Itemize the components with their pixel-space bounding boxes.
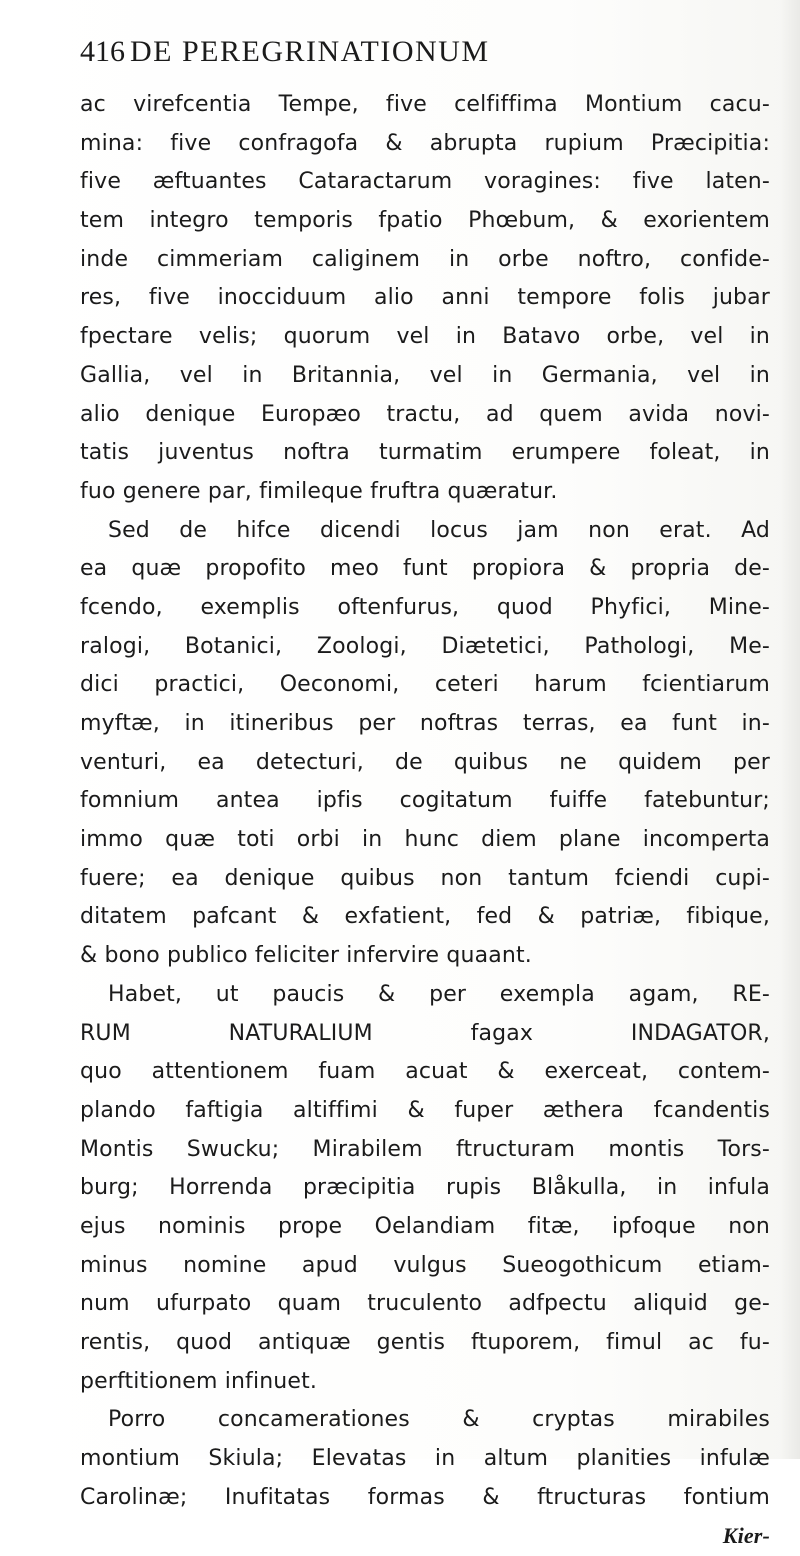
text-line: num ufurpato quam truculento adfpectu aliquid ge-: [80, 1291, 770, 1317]
text-line: immo quæ toti orbi in hunc diem plane incomperta: [80, 827, 770, 853]
text-line: Montis Swucku; Mirabilem ftructuram montis Tors-: [80, 1136, 770, 1162]
text-line: dici practici, Oeconomi, ceteri harum fcientiarum: [80, 672, 770, 698]
text-line: RUM NATURALIUM fagax INDAGATOR,: [80, 1020, 770, 1046]
text-line: perftitionem infinuet.: [80, 1368, 317, 1394]
text-line: fcendo, exemplis oftenfurus, quod Phyfici, Mine-: [80, 594, 770, 620]
text-line: tem integro temporis fpatio Phœbum, & exorientem: [80, 208, 770, 234]
text-line: montium Skiula; Elevatas in altum planities infulæ: [80, 1446, 770, 1472]
text-line: ditatem pafcant & exfatient, fed & patriæ, fibique,: [80, 904, 770, 930]
text-line: Gallia, vel in Britannia, vel in Germania, vel in: [80, 362, 770, 388]
text-line: & bono publico feliciter infervire quaant.: [80, 943, 532, 969]
text-line: res, five inocciduum alio anni tempore folis jubar: [80, 285, 770, 311]
text-line: Porro concamerationes & cryptas mirabiles: [108, 1407, 770, 1433]
text-line: alio denique Europæo tractu, ad quem avida novi-: [80, 401, 770, 427]
text-line: fuo genere par, fimileque fruftra quæratur.: [80, 478, 558, 504]
catchword: Kier-: [722, 1523, 770, 1549]
text-line: venturi, ea detecturi, de quibus ne quidem per: [80, 749, 770, 775]
text-line: five æftuantes Cataractarum voragines: five laten-: [80, 169, 770, 195]
body-text: [80, 86, 770, 1556]
text-line: rentis, quod antiquæ gentis ftuporem, fimul ac fu-: [80, 1330, 770, 1355]
text-line: Carolinæ; Inufitatas formas & ftructuras fontium: [80, 1484, 770, 1510]
running-head: [80, 30, 760, 74]
text-line: inde cimmeriam caliginem in orbe noftro, confide-: [80, 246, 770, 272]
text-line: ejus nominis prope Oelandiam fitæ, ipfoque non: [80, 1213, 770, 1239]
text-line: minus nomine apud vulgus Sueogothicum etiam-: [80, 1252, 770, 1278]
text-line: fpectare velis; quorum vel in Batavo orbe, vel in: [80, 324, 770, 350]
text-line: tatis juventus noftra turmatim erumpere foleat, in: [80, 440, 770, 466]
text-line: ralogi, Botanici, Zoologi, Diætetici, Pathologi, Me-: [80, 633, 770, 659]
text-line: plando faftigia altiffimi & fuper æthera fcandentis: [80, 1097, 770, 1123]
page-number: 416: [80, 35, 125, 68]
running-title: DE PEREGRINATIONUM: [130, 35, 490, 68]
text-line: ea quæ propofito meo funt propiora & propria de-: [80, 556, 770, 582]
text-line: fuere; ea denique quibus non tantum fciendi cupi-: [80, 865, 770, 891]
text-line: burg; Horrenda præcipitia rupis Blåkulla, in infula: [80, 1175, 770, 1201]
text-line: ac virefcentia Tempe, five celfiffima Montium cacu-: [80, 92, 770, 117]
text-line: Sed de hifce dicendi locus jam non erat. Ad: [108, 517, 770, 543]
text-line: myftæ, in itineribus per noftras terras, ea funt in-: [80, 711, 770, 736]
text-line: fomnium antea ipfis cogitatum fuiffe fatebuntur;: [80, 788, 770, 814]
text-line: Habet, ut paucis & per exempla agam, RE-: [108, 981, 770, 1007]
page-edge-shadow: [780, 0, 800, 1459]
text-line: mina: five confragofa & abrupta rupium Præcipitia:: [80, 130, 770, 156]
text-line: quo attentionem fuam acuat & exerceat, contem-: [80, 1059, 770, 1085]
